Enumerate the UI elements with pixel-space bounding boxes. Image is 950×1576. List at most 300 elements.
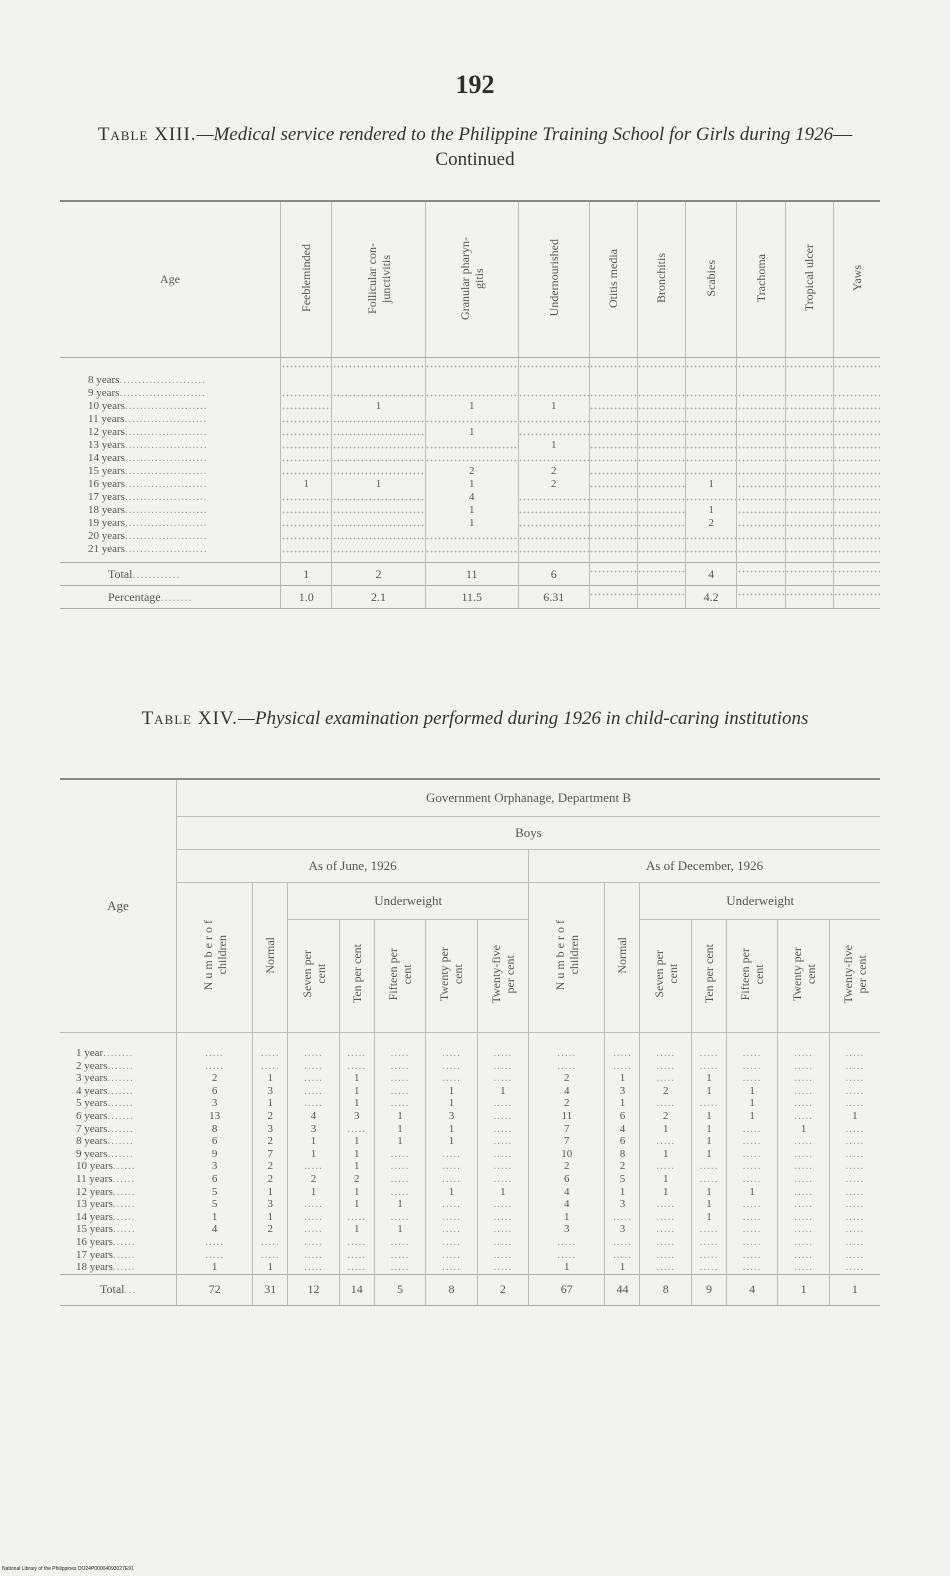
table14-total-cell: 4 xyxy=(726,1274,777,1305)
table13-cell xyxy=(425,439,518,452)
table14-cell: ..... xyxy=(691,1173,726,1186)
table13-cell xyxy=(785,358,833,388)
table13-cell xyxy=(332,387,425,400)
table14-cell: ..... xyxy=(829,1198,880,1211)
table14-cell: 2 xyxy=(253,1110,288,1123)
table13-cell xyxy=(518,517,589,530)
table14-age-label: 12 years xyxy=(76,1185,113,1198)
table14-title: —Physical examination performed during 1926 in child-caring institutions xyxy=(237,708,809,729)
table13-total-cell xyxy=(785,563,833,586)
table13-cell xyxy=(737,465,785,478)
table14-cell: ..... xyxy=(477,1097,528,1110)
table14-row xyxy=(60,1072,880,1085)
table13-row xyxy=(60,504,880,517)
table14-cell: 3 xyxy=(288,1123,339,1136)
table14-row xyxy=(60,1097,880,1110)
table14-row-age xyxy=(60,1135,177,1148)
table14-age-label: 9 years xyxy=(76,1147,108,1160)
table14-age-label: 13 years xyxy=(76,1198,113,1211)
table14-cell: ..... xyxy=(829,1135,880,1148)
table13-cell xyxy=(737,504,785,517)
table14-cell: 3 xyxy=(177,1160,253,1173)
table13-cell: 2 xyxy=(425,465,518,478)
table14-leader-dots: ...... xyxy=(112,1172,136,1185)
table13-cell xyxy=(281,504,332,517)
table14-cell: ..... xyxy=(829,1160,880,1173)
table13-row-age xyxy=(60,491,281,504)
table14-cell: 6 xyxy=(177,1173,253,1186)
table13-total-label xyxy=(60,563,281,586)
table14-total-cell: 2 xyxy=(477,1274,528,1305)
table14-total-label xyxy=(60,1274,177,1305)
table13-row xyxy=(60,491,880,504)
table14-cell: 1 xyxy=(640,1123,691,1136)
table14-age-label: 6 years xyxy=(76,1109,108,1122)
footer-credit: National Library of the Philippines DO24P00004093027E91 xyxy=(2,1566,134,1572)
table14-cell: ..... xyxy=(778,1186,829,1199)
table13-leader-dots: ........ xyxy=(160,590,193,604)
table13-cell xyxy=(589,504,637,517)
table14-cell: 1 xyxy=(339,1097,374,1110)
table13-leader-dots: ...................... xyxy=(124,452,208,464)
table14-cell: ..... xyxy=(374,1160,425,1173)
table14-cell: ..... xyxy=(640,1236,691,1249)
table14-cell: ..... xyxy=(640,1072,691,1085)
table14-cell: 2 xyxy=(253,1160,288,1173)
table14-cell: ..... xyxy=(339,1033,374,1060)
table14-cell: 6 xyxy=(177,1135,253,1148)
table13-cell xyxy=(637,358,685,388)
table14-cell: ..... xyxy=(477,1160,528,1173)
table14-cell: 2 xyxy=(253,1135,288,1148)
table13-row xyxy=(60,426,880,439)
table14-cell: ..... xyxy=(605,1236,640,1249)
table14-cell: ..... xyxy=(640,1060,691,1073)
table13-cell xyxy=(589,543,637,563)
table14-cell: ..... xyxy=(339,1060,374,1073)
table13-percentage-text: Percentage xyxy=(108,590,161,604)
table14-cell: 1 xyxy=(374,1223,425,1236)
table14-cell: ..... xyxy=(829,1186,880,1199)
table13-row-age xyxy=(60,530,281,543)
table13-col-header xyxy=(685,201,736,358)
table14-row xyxy=(60,1033,880,1060)
table14-leader-dots: ...... xyxy=(112,1185,136,1198)
table14-cell: 1 xyxy=(339,1186,374,1199)
table13-cell xyxy=(833,543,880,563)
table14-cell: ..... xyxy=(726,1261,777,1274)
table14-cell: ..... xyxy=(778,1135,829,1148)
table13-col-label: Otitis media xyxy=(606,248,621,308)
table14-cell: 1 xyxy=(726,1085,777,1098)
table14-cell: 1 xyxy=(177,1211,253,1224)
table13-cell xyxy=(685,387,736,400)
table13-cell xyxy=(785,517,833,530)
table13-leader-dots: ...................... xyxy=(124,413,208,425)
table14-age-label: 10 years xyxy=(76,1160,113,1173)
table14-cell: ..... xyxy=(605,1249,640,1262)
table14-cell: ..... xyxy=(726,1072,777,1085)
table13-col-label: Yaws xyxy=(849,264,864,292)
table13-cell xyxy=(589,491,637,504)
table14-cell: ..... xyxy=(477,1123,528,1136)
table13-cell xyxy=(518,504,589,517)
table14-leader-dots: ........ xyxy=(103,1047,134,1059)
table14-cell: 1 xyxy=(605,1072,640,1085)
table14-cell: ..... xyxy=(726,1173,777,1186)
table14-cell: ..... xyxy=(778,1060,829,1073)
table14-cell: 2 xyxy=(253,1223,288,1236)
table13-cell xyxy=(737,413,785,426)
table13-label: Table XIII. xyxy=(97,124,197,145)
table13-percentage-row xyxy=(60,586,880,609)
table14-cell: ..... xyxy=(691,1249,726,1262)
table14-cell: 5 xyxy=(177,1186,253,1199)
table14-cell: ..... xyxy=(288,1097,339,1110)
table14-cell: 1 xyxy=(288,1135,339,1148)
table14-cell: ..... xyxy=(288,1198,339,1211)
table14-cell: ..... xyxy=(691,1223,726,1236)
table14-cell: ..... xyxy=(726,1160,777,1173)
table14-leader-dots: ... xyxy=(124,1282,137,1297)
table14-age-label: 14 years xyxy=(76,1210,113,1223)
table14-cell: ..... xyxy=(691,1160,726,1173)
table14-col-number-dec: N u m b e r o f children xyxy=(529,883,605,1033)
table13-cell xyxy=(685,465,736,478)
table13-suffix: —Continued xyxy=(435,124,853,170)
table14-total-cell: 9 xyxy=(691,1274,726,1305)
table14-row-age xyxy=(60,1123,177,1136)
table13-cell xyxy=(589,400,637,413)
table14-age-header: Age xyxy=(60,779,177,1033)
table14-cell: ..... xyxy=(339,1236,374,1249)
table13-cell xyxy=(518,491,589,504)
table13-cell: 1 xyxy=(425,504,518,517)
table13-cell xyxy=(833,465,880,478)
table13-cell xyxy=(785,491,833,504)
table14-cell: ..... xyxy=(640,1211,691,1224)
table14-cell: ..... xyxy=(177,1060,253,1073)
table14-cell: ..... xyxy=(374,1060,425,1073)
table14-cell: ..... xyxy=(691,1097,726,1110)
table13-cell xyxy=(785,400,833,413)
table14-row xyxy=(60,1148,880,1161)
table14-cell: ..... xyxy=(177,1236,253,1249)
table13-cell xyxy=(637,504,685,517)
table13-leader-dots: ...................... xyxy=(124,543,208,555)
table14-row xyxy=(60,1160,880,1173)
table14-cell: ..... xyxy=(177,1033,253,1060)
table13-cell xyxy=(281,452,332,465)
table14-cell: ..... xyxy=(640,1223,691,1236)
table14-cell: ..... xyxy=(691,1261,726,1274)
table14-age-label: 11 years xyxy=(76,1172,113,1185)
table13-cell xyxy=(281,400,332,413)
table14-col-seven-dec: Seven per cent xyxy=(640,920,691,1033)
table14-cell: 7 xyxy=(253,1148,288,1161)
table14-row xyxy=(60,1223,880,1236)
table13-cell xyxy=(332,517,425,530)
table13-age-label: 10 years xyxy=(88,400,125,412)
table14-age-label: 3 years xyxy=(76,1072,108,1085)
table14-cell: ..... xyxy=(426,1261,477,1274)
table13-cell: 1 xyxy=(518,439,589,452)
table14-cell: ..... xyxy=(778,1211,829,1224)
table13-cell xyxy=(589,358,637,388)
table13-row xyxy=(60,530,880,543)
table14-cell: 2 xyxy=(177,1072,253,1085)
table13-cell xyxy=(589,452,637,465)
table13-leader-dots: ...................... xyxy=(124,465,208,477)
table14-cell: ..... xyxy=(829,1223,880,1236)
table14-cell: ..... xyxy=(778,1072,829,1085)
table14-cell: ..... xyxy=(726,1249,777,1262)
table14-cell: ..... xyxy=(288,1060,339,1073)
table14-row xyxy=(60,1249,880,1262)
table14-cell: ..... xyxy=(477,1033,528,1060)
table14-body xyxy=(60,1033,880,1306)
table14-cell: 6 xyxy=(177,1085,253,1098)
table14-cell: 3 xyxy=(605,1085,640,1098)
table13-cell xyxy=(332,543,425,563)
table13-cell xyxy=(685,358,736,388)
table14-cell: ..... xyxy=(288,1249,339,1262)
table13-age-label: 14 years xyxy=(88,452,125,464)
table14 xyxy=(60,778,880,1306)
table13-leader-dots: ...................... xyxy=(124,504,208,516)
table14-row-age xyxy=(60,1110,177,1123)
table14-cell: ..... xyxy=(726,1123,777,1136)
table14-row-age xyxy=(60,1198,177,1211)
table14-leader-dots: ....... xyxy=(107,1059,134,1072)
table13-cell xyxy=(637,530,685,543)
table13-cell xyxy=(833,491,880,504)
table13-total-row xyxy=(60,563,880,586)
table14-period-june: As of June, 1926 xyxy=(177,850,529,883)
table14-cell: 3 xyxy=(605,1223,640,1236)
table14-cell: ..... xyxy=(477,1173,528,1186)
table14-leader-dots: ....... xyxy=(107,1084,134,1097)
table13-cell xyxy=(281,543,332,563)
table14-cell: 1 xyxy=(691,1135,726,1148)
table14-cell: ..... xyxy=(778,1033,829,1060)
table14-cell: ..... xyxy=(477,1261,528,1274)
table14-cell: ..... xyxy=(426,1060,477,1073)
table14-cell: 3 xyxy=(253,1198,288,1211)
table14-cell: 9 xyxy=(177,1148,253,1161)
table14-cell: 1 xyxy=(339,1072,374,1085)
table14-cell: ..... xyxy=(374,1173,425,1186)
table13-cell xyxy=(685,452,736,465)
table13-cell xyxy=(589,478,637,491)
table13-percentage-cell: 1.0 xyxy=(281,586,332,609)
table14-col-twenty-june: Twenty per cent xyxy=(426,920,477,1033)
table14-cell: 2 xyxy=(529,1097,605,1110)
table13-leader-dots: ............ xyxy=(132,567,181,581)
table14-cell: 1 xyxy=(426,1135,477,1148)
table14-cell: ..... xyxy=(374,1033,425,1060)
table13-cell xyxy=(685,530,736,543)
table14-total-cell: 31 xyxy=(253,1274,288,1305)
table13-row xyxy=(60,465,880,478)
table13-cell xyxy=(332,358,425,388)
table14-cell: 1 xyxy=(339,1148,374,1161)
table14-cell: 3 xyxy=(339,1110,374,1123)
table13-cell xyxy=(332,426,425,439)
table14-leader-dots: ...... xyxy=(112,1235,136,1248)
table14-col-twentyfive-dec: Twenty-five per cent xyxy=(829,920,880,1033)
table14-cell: ..... xyxy=(288,1160,339,1173)
table14-total-cell: 8 xyxy=(426,1274,477,1305)
table13-row xyxy=(60,478,880,491)
table13-cell xyxy=(637,387,685,400)
table13-cell: 1 xyxy=(685,504,736,517)
table14-cell: ..... xyxy=(829,1060,880,1073)
table14-age-label: 5 years xyxy=(76,1097,108,1110)
table13-cell xyxy=(518,530,589,543)
table14-cell: ..... xyxy=(829,1261,880,1274)
table13-cell xyxy=(589,439,637,452)
table13-leader-dots: ...................... xyxy=(124,426,208,438)
table14-cell: 1 xyxy=(778,1123,829,1136)
table14-cell: 8 xyxy=(605,1148,640,1161)
table14-cell: ..... xyxy=(374,1211,425,1224)
table13-age-label: 11 years xyxy=(88,413,125,425)
table13-cell xyxy=(637,491,685,504)
table13-col-header xyxy=(637,201,685,358)
table14-cell: ..... xyxy=(477,1236,528,1249)
table13-percentage-cell xyxy=(833,586,880,609)
table14-underweight-dec: Underweight xyxy=(640,883,880,920)
table13-cell xyxy=(785,426,833,439)
table14-cell: 1 xyxy=(640,1173,691,1186)
table14-cell: ..... xyxy=(477,1211,528,1224)
table14-cell: 4 xyxy=(605,1123,640,1136)
table14-cell: 1 xyxy=(339,1223,374,1236)
table13-leader-dots: ...................... xyxy=(124,439,208,451)
table13-total-cell: 11 xyxy=(425,563,518,586)
table13-header-row xyxy=(60,201,880,358)
table14-cell: 1 xyxy=(691,1072,726,1085)
table14-cell: 4 xyxy=(529,1198,605,1211)
table13-age-label: 12 years xyxy=(88,426,125,438)
table14-cell: 1 xyxy=(829,1110,880,1123)
table14-row xyxy=(60,1135,880,1148)
table13-percentage-cell xyxy=(589,586,637,609)
table14-cell: ..... xyxy=(253,1249,288,1262)
table14-cell: 1 xyxy=(374,1135,425,1148)
table14-cell: ..... xyxy=(778,1198,829,1211)
table13-cell xyxy=(833,439,880,452)
table14-cell: 4 xyxy=(288,1110,339,1123)
table14-cell: 2 xyxy=(529,1160,605,1173)
table14-total-text: Total xyxy=(100,1282,125,1297)
table13-cell: 1 xyxy=(332,478,425,491)
table13-cell xyxy=(637,517,685,530)
table14-age-label: 8 years xyxy=(76,1135,108,1148)
table13-leader-dots: ...................... xyxy=(124,400,208,412)
table14-cell: ..... xyxy=(605,1033,640,1060)
table13-cell xyxy=(281,530,332,543)
table13-total-cell xyxy=(589,563,637,586)
table14-cell: 6 xyxy=(605,1110,640,1123)
table13-cell xyxy=(425,413,518,426)
table14-row-age xyxy=(60,1072,177,1085)
table14-row-age xyxy=(60,1261,177,1274)
table14-cell: ..... xyxy=(339,1211,374,1224)
table13-cell xyxy=(685,491,736,504)
table13-total-cell xyxy=(637,563,685,586)
table13-cell xyxy=(833,426,880,439)
table14-cell: 1 xyxy=(477,1085,528,1098)
table13-cell xyxy=(332,452,425,465)
table14-age-label: 7 years xyxy=(76,1122,108,1135)
table13-col-header xyxy=(833,201,880,358)
table13-cell xyxy=(737,478,785,491)
table13-percentage-label xyxy=(60,586,281,609)
table13-cell xyxy=(737,543,785,563)
table13-cell xyxy=(785,543,833,563)
table14-cell: ..... xyxy=(374,1085,425,1098)
table14-cell: 1 xyxy=(640,1148,691,1161)
table14-cell: ..... xyxy=(288,1236,339,1249)
table14-cell: ..... xyxy=(778,1261,829,1274)
table13-body xyxy=(60,358,880,609)
table13-cell: 2 xyxy=(518,465,589,478)
table14-cell: ..... xyxy=(426,1173,477,1186)
table14-cell: 6 xyxy=(529,1173,605,1186)
table14-cell: 1 xyxy=(253,1097,288,1110)
table14-cell: ..... xyxy=(829,1249,880,1262)
table14-cell: 1 xyxy=(374,1198,425,1211)
table13-col-header xyxy=(785,201,833,358)
table14-cell: ..... xyxy=(726,1060,777,1073)
table14-row-age xyxy=(60,1060,177,1073)
table14-cell: ..... xyxy=(726,1135,777,1148)
table14-cell: 3 xyxy=(529,1223,605,1236)
table14-age-label: 18 years xyxy=(76,1261,113,1274)
table14-group: Boys xyxy=(177,817,881,850)
table14-cell: 1 xyxy=(726,1097,777,1110)
table14-cell: 6 xyxy=(605,1135,640,1148)
table14-cell: 1 xyxy=(691,1211,726,1224)
table14-cell: 5 xyxy=(605,1173,640,1186)
table14-row-age xyxy=(60,1249,177,1262)
table14-cell: ..... xyxy=(829,1236,880,1249)
table14-cell: ..... xyxy=(339,1123,374,1136)
table14-cell: ..... xyxy=(426,1249,477,1262)
table13-leader-dots: ...................... xyxy=(124,491,208,503)
table14-cell: ..... xyxy=(778,1173,829,1186)
table14-cell: ..... xyxy=(691,1060,726,1073)
table14-cell: ..... xyxy=(778,1110,829,1123)
table13-cell xyxy=(685,439,736,452)
table13-cell xyxy=(637,439,685,452)
table14-cell: ..... xyxy=(426,1223,477,1236)
table14-total-row xyxy=(60,1274,880,1305)
table14-cell: ..... xyxy=(726,1033,777,1060)
table13-total-cell: 4 xyxy=(685,563,736,586)
table13-cell xyxy=(785,439,833,452)
table14-cell: ..... xyxy=(691,1033,726,1060)
table14-age-label: 16 years xyxy=(76,1235,113,1248)
table14-cell: ..... xyxy=(529,1236,605,1249)
table14-col-number-june: N u m b e r o f children xyxy=(177,883,253,1033)
table13-row-age xyxy=(60,439,281,452)
table14-col-seven-june: Seven per cent xyxy=(288,920,339,1033)
table13-cell xyxy=(833,387,880,400)
table14-cell: 1 xyxy=(339,1198,374,1211)
